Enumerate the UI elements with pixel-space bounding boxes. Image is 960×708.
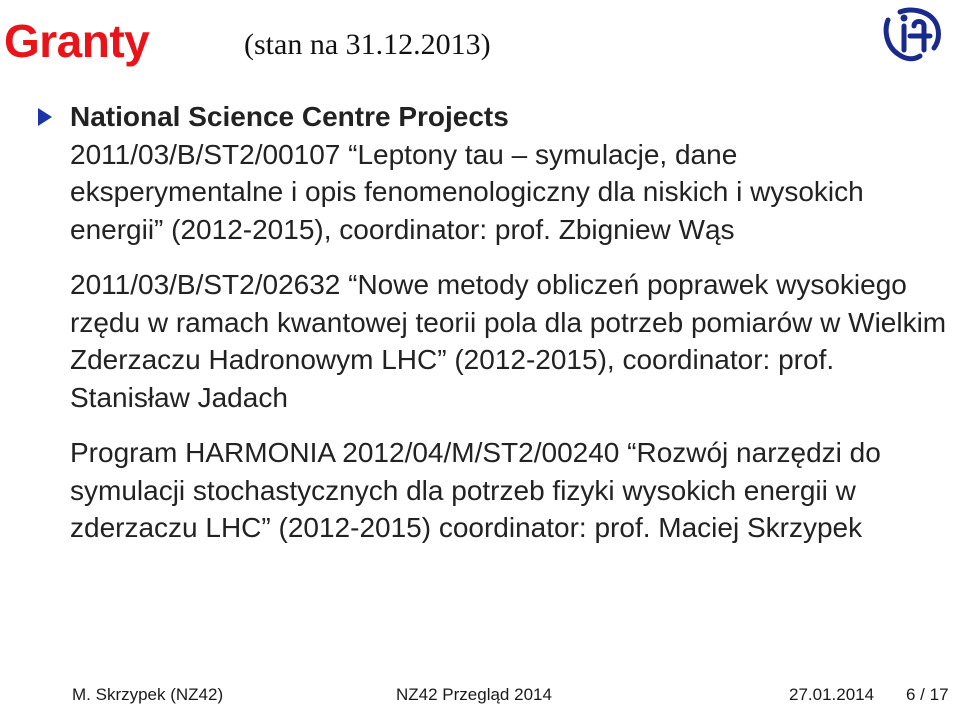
project-entry-2: 2011/03/B/ST2/02632 “Nowe metody obliczeń poprawek wysokiego rzędu w ramach kwantowej teorii pola dla potrzeb pomiarów w Wielkim Zderzaczu Hadronowym LHC” (2012-2015), coordinator: prof. Stanisław Jadach <box>70 269 947 413</box>
section-heading: National Science Centre Projects <box>70 101 509 132</box>
project-entry-3: Program HARMONIA 2012/04/M/ST2/00240 “Rozwój narzędzi do symulacji stochastycznych dla potrzeb fizyki wysokich energii w zderzaczu LHC” (2012-2015) coordinator: prof. Maciej Skrzypek <box>70 437 881 543</box>
footer-date: 27.01.2014 <box>789 685 875 704</box>
slide-subtitle: (stan na 31.12.2013) <box>244 28 491 61</box>
bullet-triangle-icon <box>38 108 52 126</box>
footer-talk-title: NZ42 Przegląd 2014 <box>396 685 552 704</box>
slide-footer <box>0 676 960 708</box>
footer-author: M. Skrzypek (NZ42) <box>72 685 224 704</box>
footer-page-number: 6 / 17 <box>906 685 949 704</box>
projects-section <box>70 98 950 565</box>
slide-title: Granty <box>4 15 150 67</box>
project-entry-1: 2011/03/B/ST2/00107 “Leptony tau – symulacje, dane eksperymentalne i opis fenomenologiczny dla niskich i wysokich energii” (2012-2015), coordinator: prof. Zbigniew Wąs <box>70 138 864 245</box>
ifj-logo-icon <box>880 6 944 66</box>
